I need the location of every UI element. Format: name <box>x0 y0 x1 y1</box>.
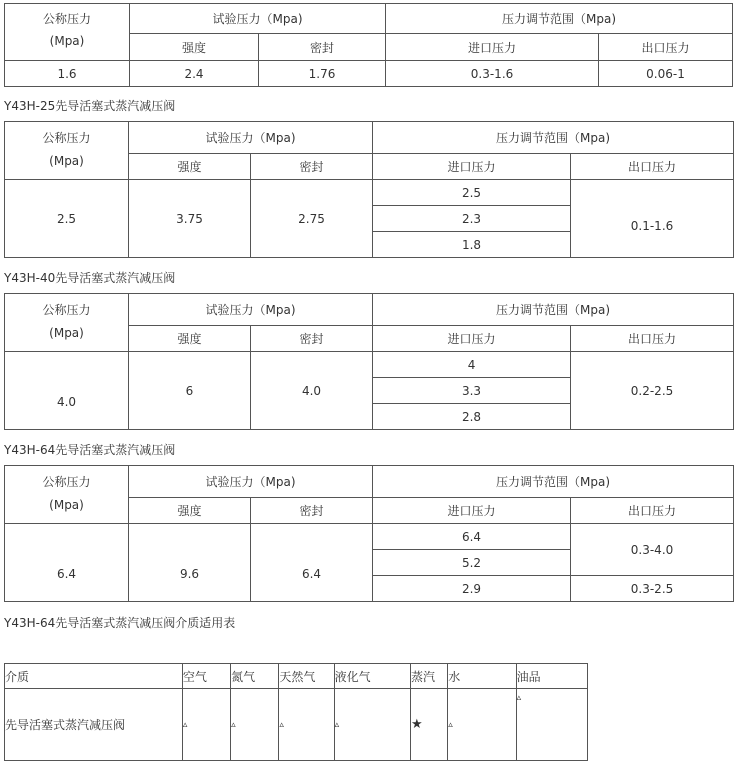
nominal-pressure-value: 4.0 <box>5 352 129 430</box>
nominal-pressure-unit: (Mpa) <box>5 498 129 524</box>
seal-header: 密封 <box>259 34 386 61</box>
inlet-pressure-value: 2.9 <box>373 576 571 602</box>
regulating-range-header: 压力调节范围（Mpa) <box>373 122 734 154</box>
seal-value: 4.0 <box>251 352 373 430</box>
media-air-header: 空气 <box>182 664 230 689</box>
seal-header: 密封 <box>251 326 373 352</box>
nominal-pressure-header: 公称压力 <box>5 294 129 326</box>
media-steam-header: 蒸汽 <box>411 664 448 689</box>
inlet-pressure-value: 6.4 <box>373 524 571 550</box>
regulating-range-header: 压力调节范围（Mpa) <box>373 294 734 326</box>
outlet-pressure-value: 0.1-1.6 <box>571 180 734 258</box>
strength-value: 9.6 <box>129 524 251 602</box>
nominal-pressure-header: 公称压力 <box>5 122 129 154</box>
seal-header: 密封 <box>251 154 373 180</box>
seal-value: 6.4 <box>251 524 373 602</box>
inlet-pressure-header: 进口压力 <box>373 154 571 180</box>
outlet-pressure-value: 0.3-4.0 <box>571 524 734 576</box>
strength-header: 强度 <box>129 498 251 524</box>
media-natural-gas-header: 天然气 <box>279 664 334 689</box>
pressure-table-3 <box>4 293 734 430</box>
nominal-pressure-value: 1.6 <box>5 61 130 87</box>
inlet-pressure-value: 3.3 <box>373 378 571 404</box>
triangle-icon: ▵ <box>448 689 516 761</box>
inlet-pressure-value: 4 <box>373 352 571 378</box>
nominal-pressure-value: 2.5 <box>5 180 129 258</box>
pressure-table-4 <box>4 465 734 602</box>
media-oil-header: 油品 <box>516 664 587 689</box>
outlet-pressure-header: 出口压力 <box>571 498 734 524</box>
strength-header: 强度 <box>129 326 251 352</box>
strength-value: 6 <box>129 352 251 430</box>
inlet-pressure-header: 进口压力 <box>373 498 571 524</box>
regulating-range-header: 压力调节范围（Mpa) <box>373 466 734 498</box>
outlet-pressure-value: 0.2-2.5 <box>571 352 734 430</box>
inlet-pressure-header: 进口压力 <box>373 326 571 352</box>
table-caption: Y43H-40先导活塞式蒸汽减压阀 <box>4 271 176 285</box>
media-nitrogen-header: 氮气 <box>231 664 279 689</box>
inlet-pressure-value: 1.8 <box>373 232 571 258</box>
regulating-range-header: 压力调节范围（Mpa) <box>386 4 733 34</box>
strength-value: 2.4 <box>130 61 259 87</box>
media-header: 介质 <box>5 664 183 689</box>
inlet-pressure-value: 2.3 <box>373 206 571 232</box>
seal-value: 1.76 <box>259 61 386 87</box>
triangle-icon: ▵ <box>231 689 279 761</box>
test-pressure-header: 试验压力（Mpa) <box>130 4 386 34</box>
nominal-pressure-unit: (Mpa) <box>5 34 130 61</box>
star-icon: ★ <box>411 689 448 761</box>
test-pressure-header: 试验压力（Mpa) <box>129 122 373 154</box>
outlet-pressure-value: 0.3-2.5 <box>571 576 734 602</box>
outlet-pressure-value: 0.06-1 <box>599 61 733 87</box>
nominal-pressure-unit: (Mpa) <box>5 326 129 352</box>
pressure-table-1 <box>4 3 733 87</box>
nominal-pressure-value: 6.4 <box>5 524 129 602</box>
test-pressure-header: 试验压力（Mpa) <box>129 294 373 326</box>
seal-value: 2.75 <box>251 180 373 258</box>
inlet-pressure-value: 2.5 <box>373 180 571 206</box>
media-lpg-header: 液化气 <box>334 664 410 689</box>
valve-type-label: 先导活塞式蒸汽减压阀 <box>5 689 183 761</box>
table-caption: Y43H-25先导活塞式蒸汽减压阀 <box>4 99 176 113</box>
triangle-icon: ▵ <box>334 689 410 761</box>
inlet-pressure-value: 5.2 <box>373 550 571 576</box>
seal-header: 密封 <box>251 498 373 524</box>
table-caption: Y43H-64先导活塞式蒸汽减压阀 <box>4 443 176 457</box>
outlet-pressure-header: 出口压力 <box>571 154 734 180</box>
strength-header: 强度 <box>130 34 259 61</box>
nominal-pressure-unit: (Mpa) <box>5 154 129 180</box>
nominal-pressure-header: 公称压力 <box>5 4 130 34</box>
triangle-icon: ▵ <box>279 689 334 761</box>
outlet-pressure-header: 出口压力 <box>599 34 733 61</box>
triangle-icon: ▵ <box>516 689 587 761</box>
table-caption: Y43H-64先导活塞式蒸汽减压阀介质适用表 <box>4 616 236 630</box>
media-table <box>4 663 588 761</box>
test-pressure-header: 试验压力（Mpa) <box>129 466 373 498</box>
strength-header: 强度 <box>129 154 251 180</box>
inlet-pressure-value: 0.3-1.6 <box>386 61 599 87</box>
inlet-pressure-value: 2.8 <box>373 404 571 430</box>
pressure-table-2 <box>4 121 734 258</box>
nominal-pressure-header: 公称压力 <box>5 466 129 498</box>
outlet-pressure-header: 出口压力 <box>571 326 734 352</box>
triangle-icon: ▵ <box>182 689 230 761</box>
strength-value: 3.75 <box>129 180 251 258</box>
inlet-pressure-header: 进口压力 <box>386 34 599 61</box>
media-water-header: 水 <box>448 664 516 689</box>
